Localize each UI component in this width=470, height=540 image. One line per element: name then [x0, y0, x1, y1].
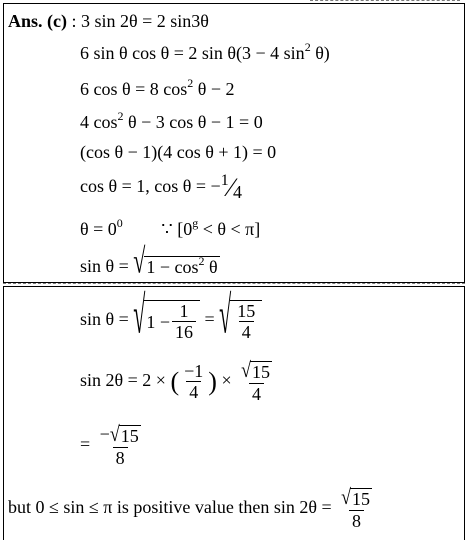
line-9 [80, 284, 262, 345]
equation-4-end: θ − 3 cos θ − 1 = 0 [123, 112, 263, 132]
equals-sign: = [80, 434, 95, 455]
line-4 [80, 109, 263, 134]
fraction [97, 421, 144, 468]
right-paren: ) [208, 366, 217, 396]
radicand-end: θ [204, 257, 218, 278]
equation-5: (cos θ − 1)(4 cos θ + 1) = 0 [80, 142, 277, 162]
exponent: 2 [187, 76, 194, 90]
denominator: 4 [249, 383, 264, 404]
exponent: 2 [117, 109, 124, 123]
fraction-denominator: 4 [233, 182, 243, 202]
denominator: 4 [239, 321, 254, 342]
answer-label: Ans. (c) [8, 11, 67, 31]
equation-9-main: sin θ = [80, 309, 134, 330]
equation-2-main: 6 sin θ cos θ = 2 sin θ(3 − 4 sin [80, 43, 305, 63]
radicand: 1 − [146, 311, 171, 332]
equation-1: : 3 sin 2θ = 2 sin3θ [71, 11, 209, 31]
equation-10-main: sin 2θ = 2 × [80, 370, 171, 391]
radicand: 15 [251, 361, 270, 382]
radical-icon: √ [241, 357, 251, 382]
line-11 [80, 421, 146, 468]
numerator: 1 [179, 301, 189, 321]
equation-3-main: 6 cos θ = 8 cos [80, 79, 188, 99]
square-root [133, 240, 219, 281]
fraction-slash: ⁄ [228, 172, 234, 202]
radicand: 15 [120, 425, 139, 446]
conclusion-text: but 0 ≤ sin ≤ π is positive value then sin 2θ = [8, 497, 337, 518]
grade-superscript: g [192, 216, 199, 230]
square-root [109, 421, 141, 447]
because-clause: ∵ [0 [161, 219, 193, 239]
denominator: 8 [113, 447, 128, 468]
denominator: 16 [172, 321, 196, 342]
line-1 [8, 11, 209, 31]
radical-icon: √ [341, 484, 351, 509]
equals-sign: = [200, 309, 220, 330]
equation-7-main: θ = 0 [80, 219, 117, 239]
line-10 [80, 357, 277, 404]
radical-icon: √ [133, 284, 146, 345]
because-clause-end: < θ < π] [198, 219, 261, 239]
fraction [172, 301, 196, 342]
equation-6-main: cos θ = 1, cos θ = − [80, 176, 221, 196]
radical-icon: √ [133, 240, 146, 281]
line-2 [80, 40, 330, 65]
square-root [341, 484, 372, 510]
fraction [181, 361, 206, 402]
degree-superscript: 0 [116, 216, 123, 230]
line-3 [80, 76, 235, 101]
section-divider [3, 283, 465, 284]
left-paren: ( [170, 366, 180, 396]
denominator: 8 [349, 510, 364, 531]
equation-3-end: θ − 2 [193, 79, 235, 99]
line-6 [80, 172, 243, 202]
exponent: 2 [304, 40, 311, 54]
fraction [238, 357, 275, 404]
equation-4-main: 4 cos [80, 112, 118, 132]
radicand: 15 [352, 488, 370, 509]
square-root [241, 357, 272, 383]
denominator: 4 [186, 381, 201, 402]
fraction [234, 301, 258, 342]
exponent: 2 [198, 254, 205, 269]
radical-icon: √ [109, 421, 120, 446]
radicand: 1 − cos [146, 257, 199, 278]
square-root [133, 284, 200, 345]
square-root [219, 284, 262, 345]
minus-sign: − [99, 424, 110, 444]
equation-8-main: sin θ = [80, 256, 134, 276]
radical-icon: √ [219, 284, 232, 345]
numerator: −1 [184, 361, 204, 382]
times-sign: × [216, 370, 237, 391]
top-dashed-line [310, 0, 460, 1]
equation-2-end: θ) [310, 43, 330, 63]
line-12 [8, 484, 377, 531]
line-5 [80, 142, 276, 162]
fraction [338, 484, 375, 531]
line-7 [80, 216, 261, 241]
fraction-numerator: 1 [220, 172, 229, 189]
line-8 [80, 240, 220, 281]
numerator: 15 [237, 301, 256, 321]
